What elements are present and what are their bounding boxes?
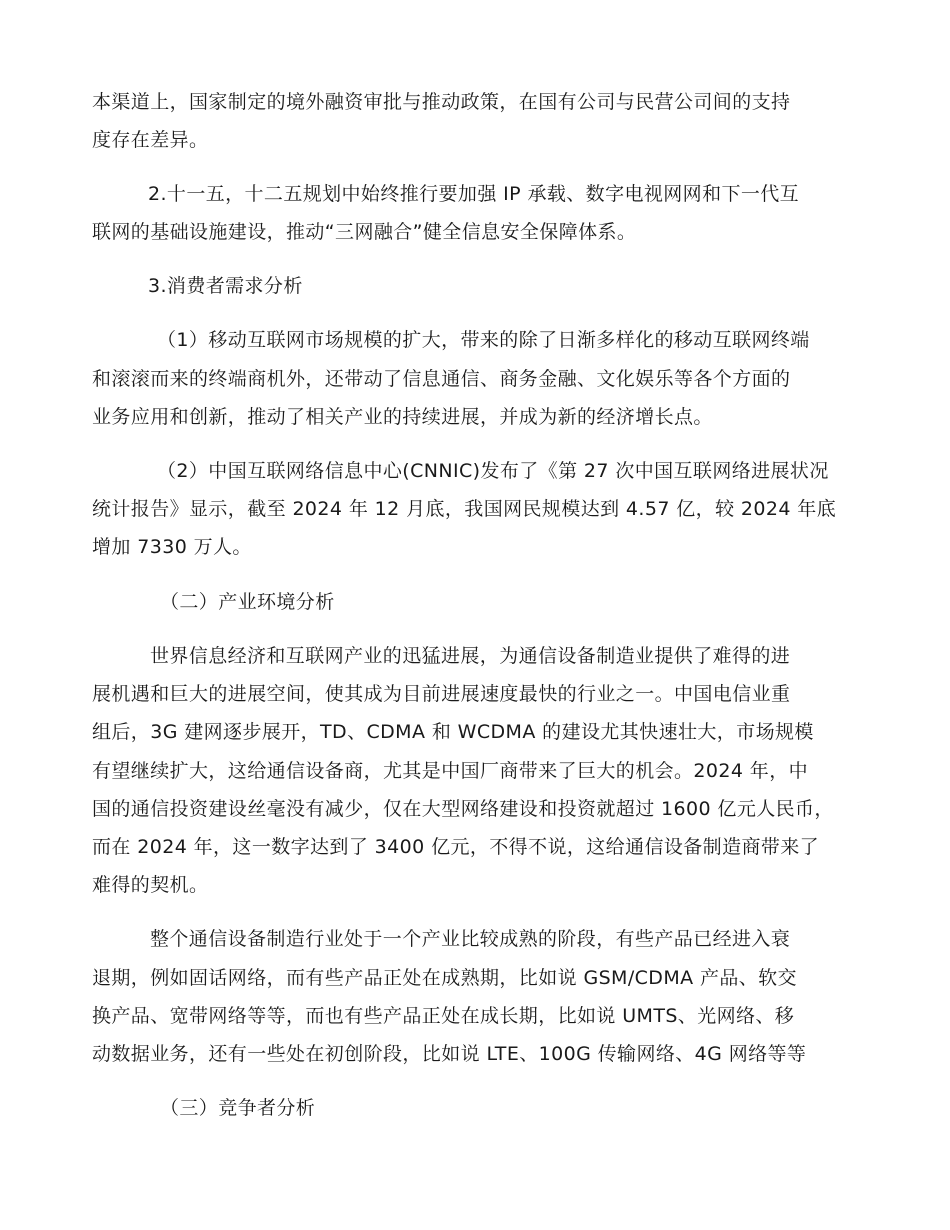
paragraph-cnnic-line-1: （2）中国互联网络信息中心(CNNIC)发布了《第 27 次中国互联网络进展状况 <box>157 460 829 482</box>
paragraph-plan-line-2: 联网的基础设施建设，推动“三网融合”健全信息安全保障体系。 <box>92 221 637 243</box>
paragraph-industry-line-5: 国的通信投资建设丝毫没有减少，仅在大型网络建设和投资就超过 1600 亿元人民币， <box>92 798 834 820</box>
heading-industry-environment: （二）产业环境分析 <box>160 591 335 613</box>
paragraph-cnnic-line-3: 增加 7330 万人。 <box>92 536 252 558</box>
paragraph-cnnic-line-2: 统计报告》显示，截至 2024 年 12 月底，我国网民规模达到 4.57 亿，较 2024 年底 <box>92 498 837 520</box>
heading-competitor-analysis: （三）竞争者分析 <box>160 1097 316 1119</box>
paragraph-mobile-line-3: 业务应用和创新，推动了相关产业的持续进展，并成为新的经济增长点。 <box>92 406 713 428</box>
paragraph-industry-line-7: 难得的契机。 <box>92 874 209 896</box>
paragraph-plan-line-1: 2.十一五，十二五规划中始终推行要加强 IP 承载、数字电视网网和下一代互 <box>148 183 800 205</box>
paragraph-lifecycle-line-1: 整个通信设备制造行业处于一个产业比较成熟的阶段，有些产品已经进入衰 <box>150 928 791 950</box>
paragraph-lifecycle-line-4: 动数据业务，还有一些处在初创阶段，比如说 LTE、100G 传输网络、4G 网络等等 <box>92 1043 807 1065</box>
paragraph-industry-line-3: 组后，3G 建网逐步展开，TD、CDMA 和 WCDMA 的建设尤其快速壮大，市场规模 <box>92 721 814 743</box>
heading-consumer-demand: 3.消费者需求分析 <box>148 275 303 297</box>
paragraph-mobile-line-2: 和滚滚而来的终端商机外，还带动了信息通信、商务金融、文化娱乐等各个方面的 <box>92 368 791 390</box>
paragraph-industry-line-4: 有望继续扩大，这给通信设备商，尤其是中国厂商带来了巨大的机会。2024 年，中 <box>92 760 808 782</box>
paragraph-industry-line-2: 展机遇和巨大的进展空间，使其成为目前进展速度最快的行业之一。中国电信业重 <box>92 683 791 705</box>
paragraph-lifecycle-line-2: 退期，例如固话网络，而有些产品正处在成熟期，比如说 GSM/CDMA 产品、软交 <box>92 967 797 989</box>
paragraph-lifecycle-line-3: 换产品、宽带网络等等，而也有些产品正处在成长期，比如说 UMTS、光网络、移 <box>92 1005 795 1027</box>
paragraph-industry-line-1: 世界信息经济和互联网产业的迅猛进展，为通信设备制造业提供了难得的进 <box>150 645 791 667</box>
paragraph-financing-line-2: 度存在差异。 <box>92 129 209 151</box>
paragraph-mobile-line-1: （1）移动互联网市场规模的扩大，带来的除了日渐多样化的移动互联网终端 <box>157 329 810 351</box>
paragraph-industry-line-6: 而在 2024 年，这一数字达到了 3400 亿元，不得不说，这给通信设备制造商带来了 <box>92 836 820 858</box>
paragraph-financing-line-1: 本渠道上，国家制定的境外融资审批与推动政策，在国有公司与民营公司间的支持 <box>92 91 791 113</box>
